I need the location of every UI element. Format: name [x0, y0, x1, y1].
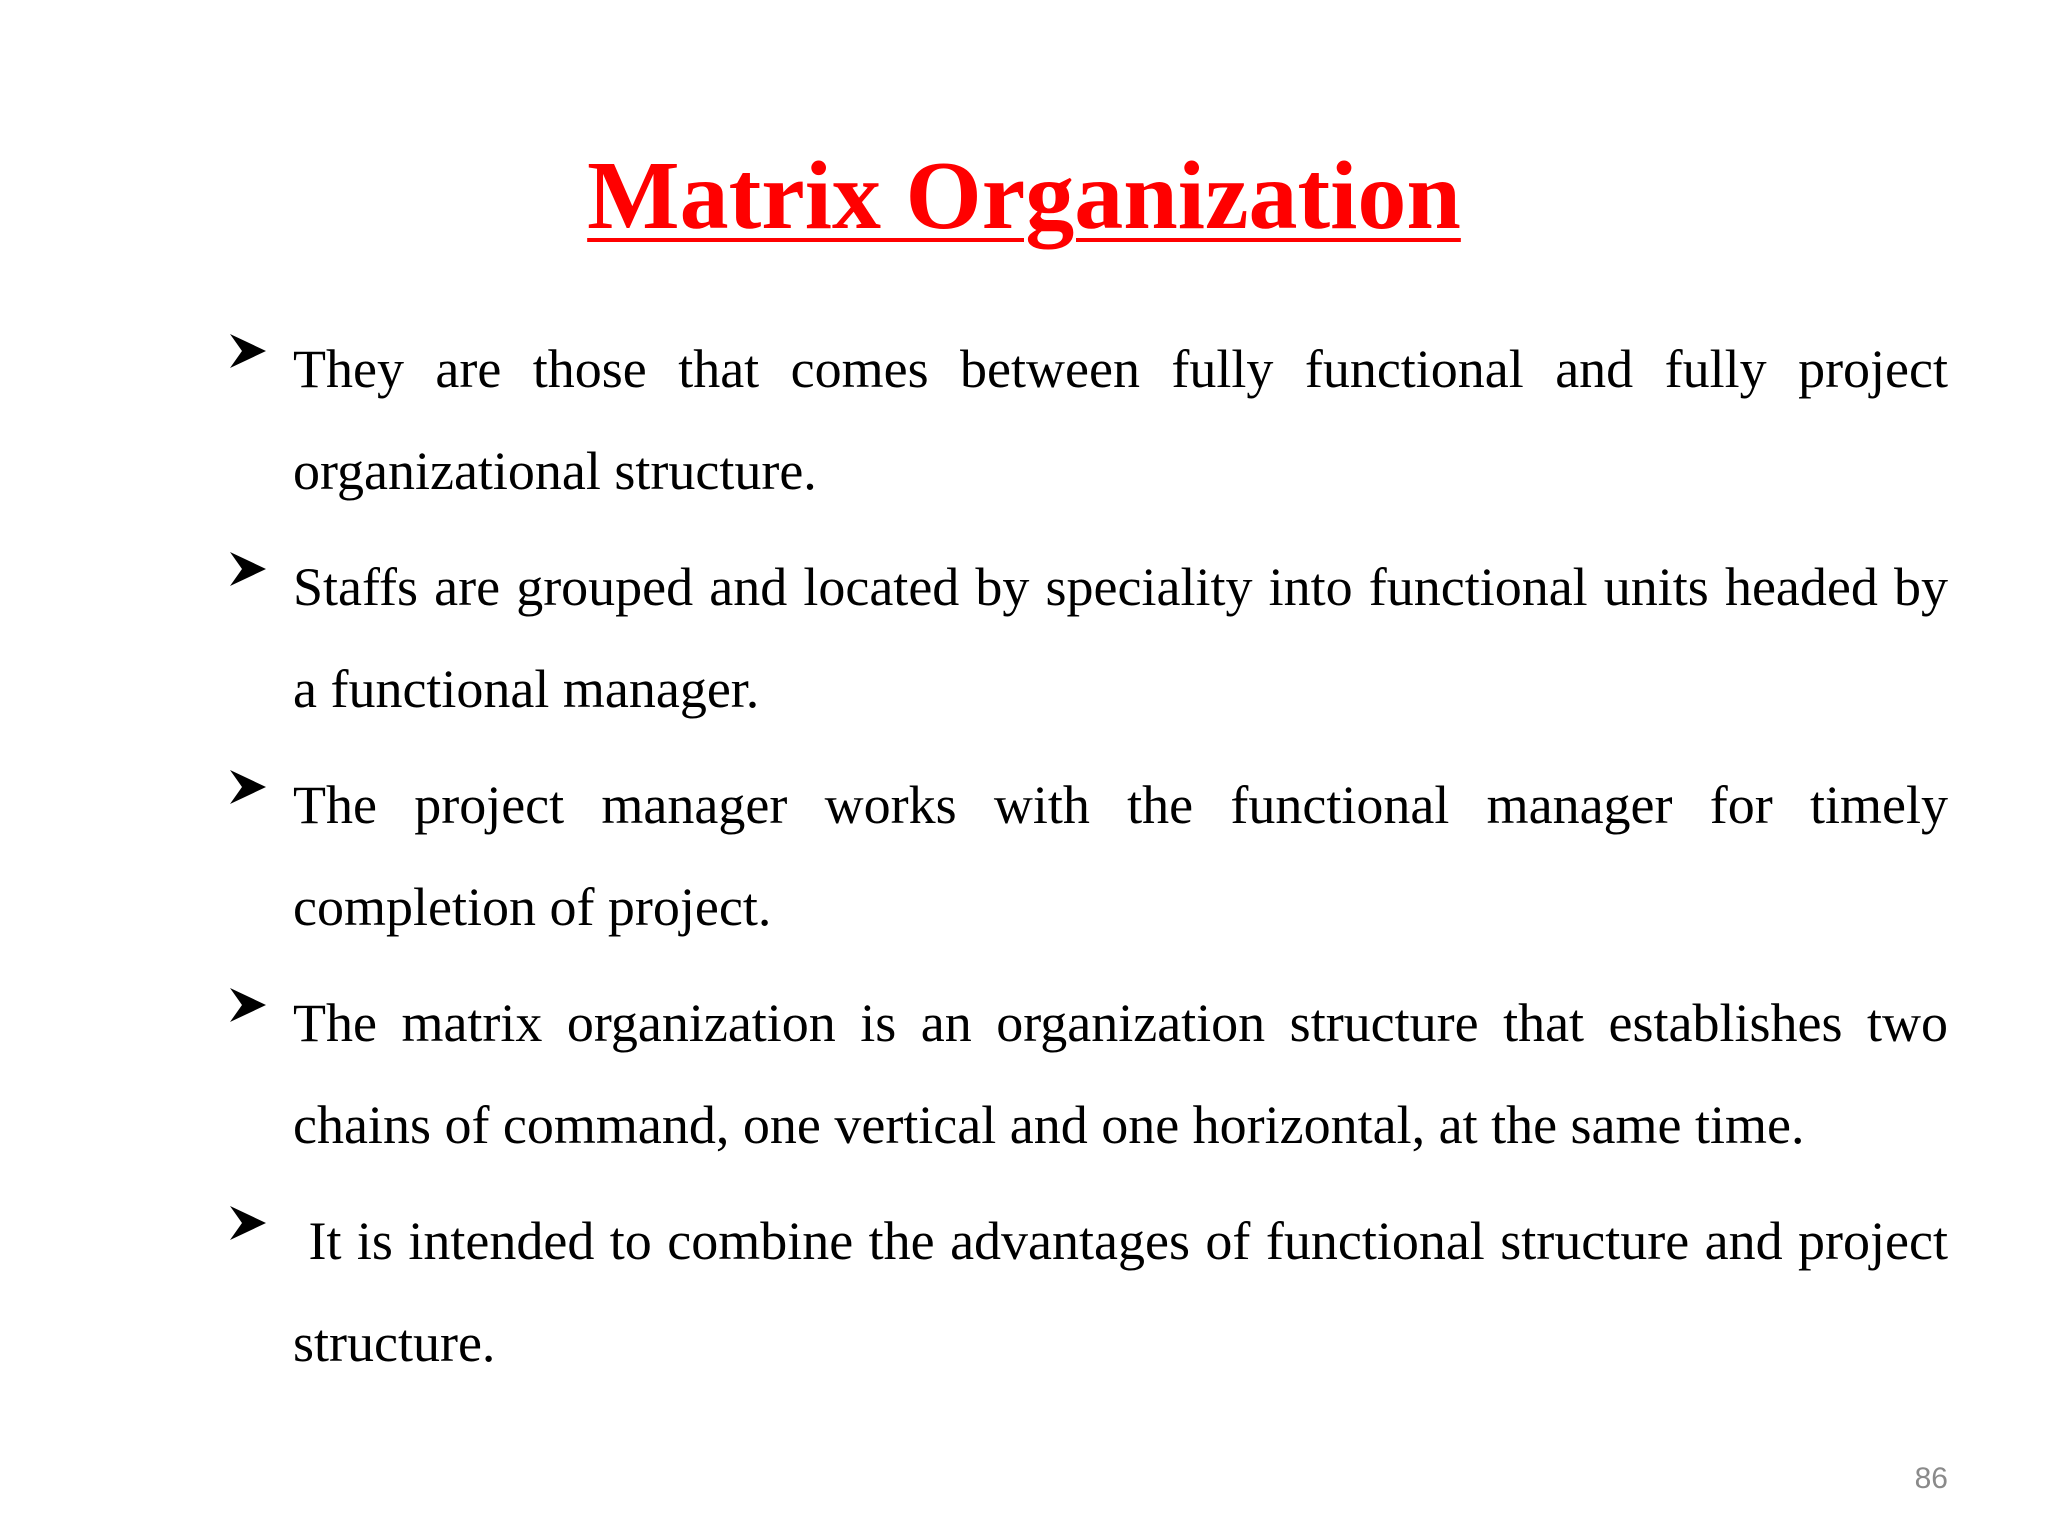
bullet-list	[228, 318, 1948, 1408]
bullet-text: They are those that comes between fully functional and fully project organizational structure.	[293, 339, 1948, 501]
bullet-item	[228, 536, 1948, 740]
bullet-item	[228, 754, 1948, 958]
bullet-item	[228, 318, 1948, 522]
slide-title: Matrix Organization	[587, 142, 1461, 250]
bullet-item	[228, 972, 1948, 1176]
bullet-text: The matrix organization is an organization structure that establishes two chains of command, one vertical and one horizontal, at the same time.	[293, 993, 1948, 1155]
arrowhead-bullet-icon	[228, 318, 293, 420]
arrowhead-bullet-icon	[228, 972, 293, 1074]
arrowhead-bullet-icon	[228, 1190, 293, 1292]
arrowhead-bullet-icon	[228, 754, 293, 856]
page-number: 86	[1914, 1462, 1948, 1495]
bullet-text: The project manager works with the functional manager for timely completion of project.	[293, 775, 1948, 937]
bullet-item	[228, 1190, 1948, 1394]
bullet-text: It is intended to combine the advantages of functional structure and project structure.	[293, 1211, 1948, 1373]
bullet-text: Staffs are grouped and located by speciality into functional units headed by a functional manager.	[293, 557, 1948, 719]
arrowhead-bullet-icon	[228, 536, 293, 638]
